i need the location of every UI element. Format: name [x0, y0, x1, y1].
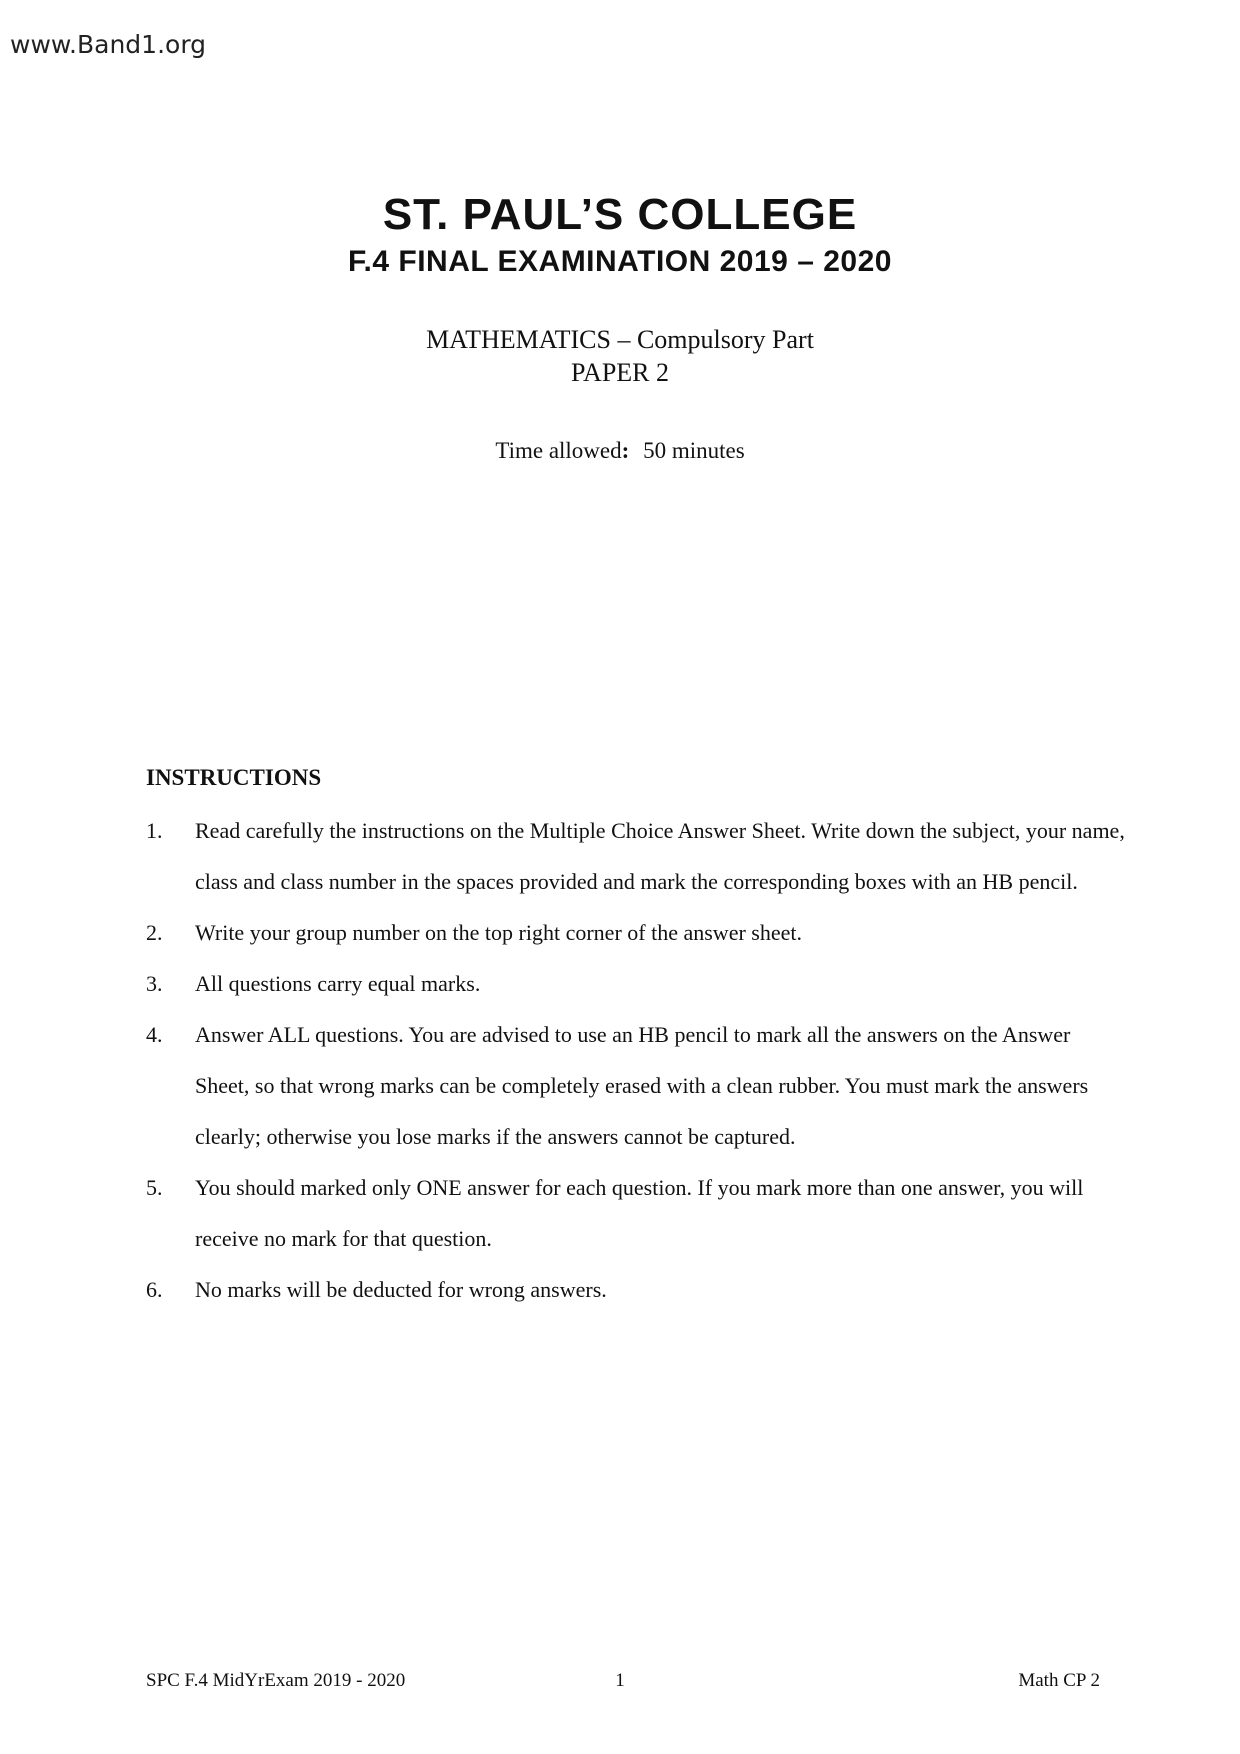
- instruction-number: 5.: [146, 1175, 163, 1200]
- instructions-heading: INSTRUCTIONS: [146, 765, 322, 790]
- instruction-text: Write your group number on the top right corner of the answer sheet.: [195, 920, 802, 945]
- instruction-item: [146, 958, 1126, 1009]
- instruction-text: Read carefully the instructions on the Multiple Choice Answer Sheet. Write down the subject, your name, class and class number in the spaces provided and mark the corresponding boxes with an HB pencil.: [195, 818, 1125, 894]
- time-label: Time allowed: [495, 438, 622, 463]
- instruction-text: You should marked only ONE answer for each question. If you mark more than one answer, you will receive no mark for that question.: [195, 1175, 1084, 1251]
- instruction-item: [146, 1009, 1126, 1162]
- instruction-item: [146, 907, 1126, 958]
- subject-title: MATHEMATICS – Compulsory Part: [426, 325, 814, 354]
- footer-paper-code: Math CP 2: [1018, 1670, 1100, 1691]
- paper-number: PAPER 2: [570, 358, 670, 387]
- watermark-text: www.Band1.org: [10, 30, 207, 59]
- time-value: 50 minutes: [643, 438, 745, 463]
- time-colon: :: [621, 438, 630, 463]
- instructions-list: [146, 805, 1126, 1315]
- footer-exam-code: SPC F.4 MidYrExam 2019 - 2020: [146, 1670, 406, 1691]
- footer-page-number: 1: [615, 1670, 625, 1691]
- instruction-text: No marks will be deducted for wrong answers.: [195, 1277, 607, 1302]
- instruction-item: [146, 1264, 1126, 1315]
- instruction-number: 4.: [146, 1022, 163, 1047]
- instruction-item: [146, 1162, 1126, 1264]
- time-allowed: [0, 438, 1240, 464]
- instruction-text: Answer ALL questions. You are advised to use an HB pencil to mark all the answers on the Answer Sheet, so that wrong marks can be completely erased with a clean rubber. You must mark the answers clearly; otherwise you lose marks if the answers cannot be captured.: [195, 1022, 1089, 1149]
- instruction-number: 6.: [146, 1277, 163, 1302]
- instruction-number: 2.: [146, 920, 163, 945]
- school-name: ST. PAUL’S COLLEGE: [382, 190, 858, 239]
- instruction-number: 1.: [146, 818, 163, 843]
- instruction-text: All questions carry equal marks.: [195, 971, 481, 996]
- instruction-item: [146, 805, 1126, 907]
- exam-title: F.4 FINAL EXAMINATION 2019 – 2020: [348, 245, 892, 278]
- instruction-number: 3.: [146, 971, 163, 996]
